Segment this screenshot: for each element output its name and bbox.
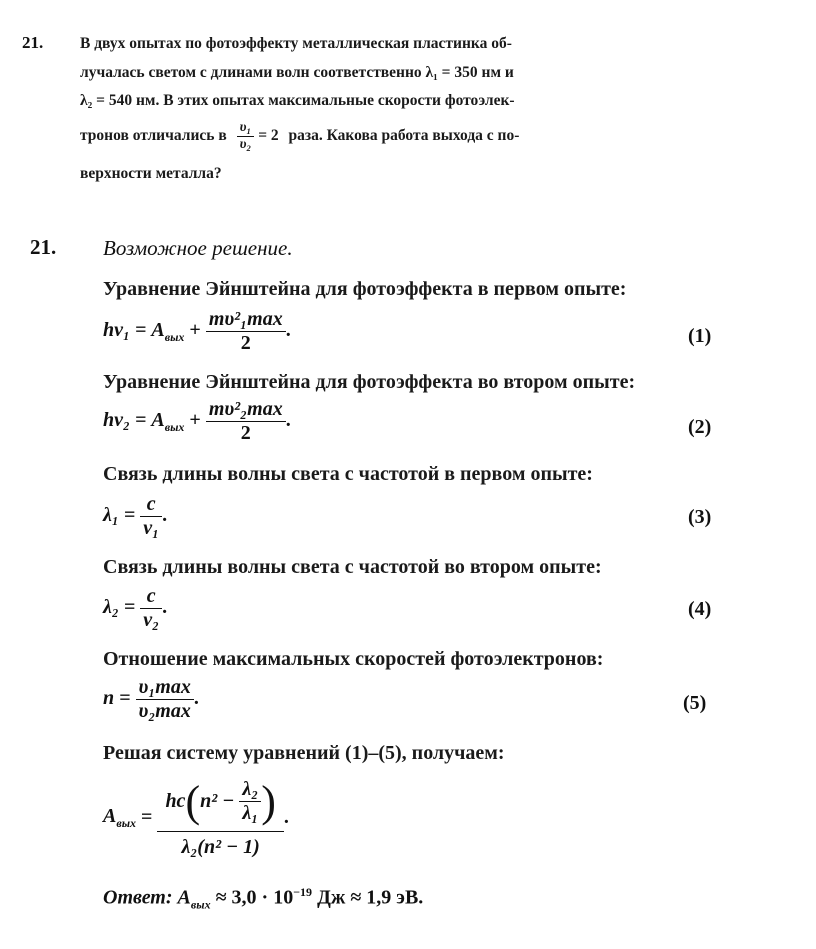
formula-6-hc: hc bbox=[165, 790, 186, 812]
answer-value: ≈ 3,0 · 10 bbox=[215, 886, 294, 909]
velocity-ratio bbox=[237, 120, 255, 153]
formula-2-sub: вых bbox=[164, 420, 185, 435]
formula-5-denominator: υ₂max bbox=[136, 699, 194, 723]
formula-6-numerator bbox=[157, 776, 283, 831]
solution-title: Возможное решение. bbox=[103, 236, 293, 260]
problem-line-1: В двух опытах по фотоэффекту металлическая пластинка об- bbox=[80, 35, 512, 52]
formula-6: $A_{вых}$ = hc(n² − $\frac{\text{λ₂}}{\text{λ₁}}$ ) λ₂(n² − 1) . bbox=[103, 777, 289, 858]
formula-6-n2: n² − bbox=[200, 790, 235, 812]
formula-6-fraction bbox=[157, 776, 283, 859]
answer-exponent: −19 bbox=[293, 885, 313, 899]
formula-1-denominator: 2 bbox=[206, 331, 286, 355]
right-paren: ) bbox=[261, 777, 276, 826]
formula-5-fraction bbox=[136, 676, 194, 723]
formula-6-denominator: λ₂(n² − 1) bbox=[157, 831, 283, 859]
formula-6-inner-den: λ₁ bbox=[239, 801, 261, 825]
formula-4: λ₂ = $\frac{c}{\text{ν₂}}$ . bbox=[103, 585, 168, 631]
formula-1-plus: + bbox=[189, 319, 201, 342]
formula-3-fraction bbox=[140, 493, 162, 540]
formula-6-sub: вых bbox=[116, 815, 137, 830]
solution-number: 21. bbox=[30, 235, 57, 259]
problem-line-5: верхности металла? bbox=[80, 165, 222, 182]
equation-number-5: (5) bbox=[683, 692, 707, 714]
formula-5: n = $\frac{\text{υ₁max}}{\text{υ₂max}}$ . bbox=[103, 676, 199, 722]
formula-1: $h\nu_1 = A_{вых}$ + $\frac{\text{mυ²₁max}}{2}$ . bbox=[103, 308, 291, 354]
solution-text-3: Связь длины волны света с частотой в первом опыте: bbox=[103, 463, 593, 485]
equation-number-2: (2) bbox=[688, 416, 712, 438]
formula-6-lhs: $A_{вых}$ bbox=[103, 804, 137, 830]
solution-text-2: Уравнение Эйнштейна для фотоэффекта во втором опыте: bbox=[103, 371, 636, 393]
left-paren: ( bbox=[185, 777, 201, 826]
solution-text-5: Отношение максимальных скоростей фотоэлектронов: bbox=[103, 648, 604, 670]
formula-5-lhs: n = bbox=[103, 687, 131, 710]
formula-2: $h\nu_2 = A_{вых}$ + $\frac{\text{mυ²₂max}}{2}$ . bbox=[103, 398, 291, 444]
formula-3: λ₁ = $\frac{c}{\text{ν₁}}$ . bbox=[103, 493, 168, 539]
ratio-denominator: υ₂ bbox=[237, 136, 255, 153]
formula-4-lhs: λ₂ = bbox=[103, 596, 136, 619]
formula-4-numerator: c bbox=[146, 585, 156, 607]
problem-line-4 bbox=[80, 120, 519, 153]
formula-6-equals: = bbox=[141, 806, 153, 828]
formula-1-lhs: hν₁ = A bbox=[103, 319, 165, 342]
solution-text-6: Решая систему уравнений (1)–(5), получаем: bbox=[103, 742, 505, 764]
formula-1-numerator: mυ²₁max bbox=[208, 308, 283, 330]
formula-6-inner-num: λ₂ bbox=[242, 778, 259, 800]
formula-3-denominator: ν₁ bbox=[140, 516, 162, 540]
formula-1-sub: вых bbox=[164, 330, 185, 345]
answer bbox=[103, 885, 423, 913]
answer-label: Ответ: bbox=[103, 886, 173, 909]
equation-number-4: (4) bbox=[688, 598, 712, 620]
formula-6-inner-fraction bbox=[239, 778, 261, 825]
problem-line-4-start: тронов отличались в bbox=[80, 127, 227, 145]
solution-text-4: Связь длины волны света с частотой во втором опыте: bbox=[103, 556, 602, 578]
answer-symbol: A bbox=[177, 886, 191, 909]
equation-number-1: (1) bbox=[688, 325, 712, 347]
ratio-equals: = 2 bbox=[258, 127, 279, 145]
problem-line-3: λ₂ = 540 нм. В этих опытах максимальные скорости фотоэлек- bbox=[80, 92, 515, 109]
solution-text-1: Уравнение Эйнштейна для фотоэффекта в первом опыте: bbox=[103, 278, 627, 300]
problem-line-2: лучалась светом с длинами волн соответственно λ₁ = 350 нм и bbox=[80, 64, 514, 81]
formula-4-fraction bbox=[140, 585, 162, 632]
answer-sub: вых bbox=[190, 897, 211, 912]
formula-5-numerator: υ₁max bbox=[138, 676, 191, 698]
problem-line-4-end: раза. Какова работа выхода с по- bbox=[288, 127, 520, 145]
formula-2-denominator: 2 bbox=[206, 421, 286, 445]
problem-number: 21. bbox=[22, 33, 44, 52]
formula-2-plus: + bbox=[189, 409, 201, 432]
formula-3-lhs: λ₁ = bbox=[103, 504, 136, 527]
formula-2-fraction bbox=[206, 398, 286, 445]
equation-number-3: (3) bbox=[688, 506, 712, 528]
ratio-numerator: υ₁ bbox=[239, 120, 252, 135]
formula-3-numerator: c bbox=[146, 493, 156, 515]
formula-2-numerator: mυ²₂max bbox=[208, 398, 283, 420]
formula-1-fraction bbox=[206, 308, 286, 355]
formula-2-lhs: hν₂ = A bbox=[103, 409, 165, 432]
formula-4-denominator: ν₂ bbox=[140, 608, 162, 632]
answer-unit: Дж ≈ 1,9 эВ. bbox=[317, 886, 424, 909]
